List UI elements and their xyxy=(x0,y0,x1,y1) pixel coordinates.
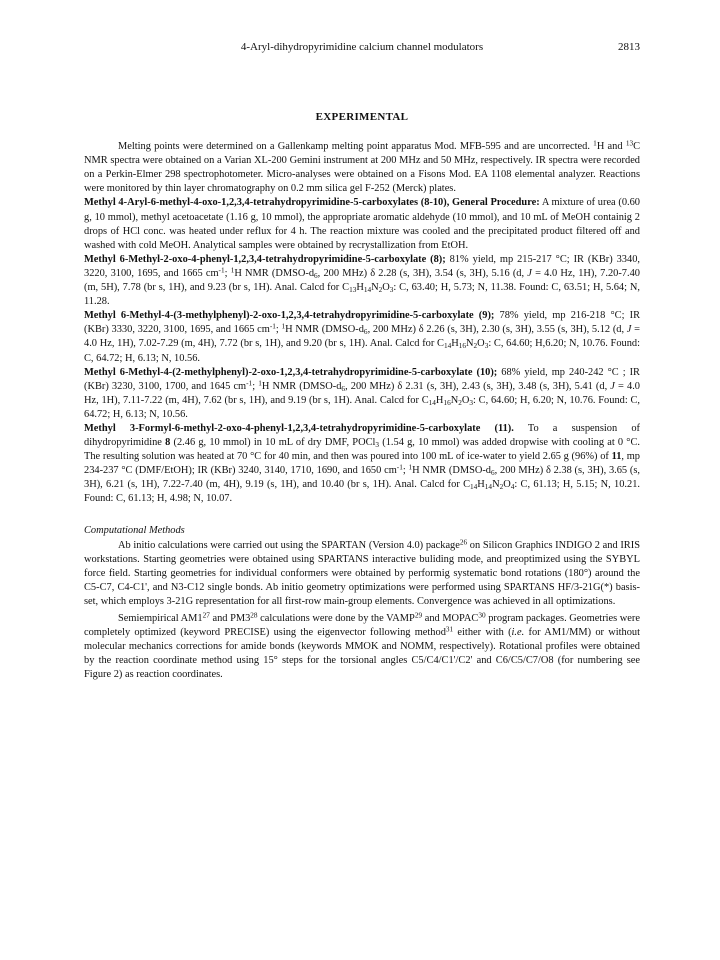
compound-10-title: Methyl 6-Methyl-4-(2-methylphenyl)-2-oxo-1,2,3,4-tetrahydropyrimidine-5-carboxylate (10); xyxy=(84,366,498,378)
intro-paragraph: Melting points were determined on a Gallenkamp melting point apparatus Mod. MFB-595 and are uncorrected. $^1$H and $^{13}$C NMR spectra were obtained on a Varian XL-200 Gemini instrument at 200 MHz and 50 MHz, respectively. IR spectra were recorded on a Perkin-Elmer 298 spectrophotometer. Micro-analyses were obtained on a Fisons Mod. EA 1108 elemental analyzer. Reactions were monitored by thin layer chromatography on 0.2 mm silica gel F-252 (Merck) plates. xyxy=(84,139,641,195)
compound-9-title: Methyl 6-Methyl-4-(3-methylphenyl)-2-oxo-1,2,3,4-tetrahydropyrimidine-5-carboxylate (9); xyxy=(84,310,495,322)
running-header xyxy=(84,40,640,56)
computational-paragraph-1: Ab initio calculations were carried out using the SPARTAN (Version 4.0) package$^{26}$ on Silicon Graphics INDIGO 2 and IRIS workstations. Starting geometries were obtained using SPARTANS interactive buliding mode, and preoptimized using the SYBYL force field. Starting geometries for individual conformers were obtained by performig systematic bond rotations (180°) around the C5-C7, C4-C1', and N3-C12 single bonds. Ab initio geometry optimizations were performed using SPARTANS HF/3-21G(*) basis-set, which employs 3-21G representation for all first-row main-group elements. Convergence was achieved in all optimizations. xyxy=(84,538,640,607)
compound-8-title: Methyl 6-Methyl-2-oxo-4-phenyl-1,2,3,4-tetrahydropyrimidine-5-carboxylate (8); xyxy=(84,253,446,265)
page xyxy=(84,40,640,683)
compound-11-paragraph: Methyl 3-Formyl-6-methyl-2-oxo-4-phenyl-1,2,3,4-tetrahydropyrimidine-5-carboxylate (11). To a suspension of dihydropyrimidine 8 (2.46 g, 10 mmol) in 10 mL of dry DMF, POCl$_3$ (1.54 g, 10 mmol) was added dropwise with cooling at 0 °C. The resulting solution was heated at 70 °C for 40 min, and then was poured into 100 mL of ice-water to yield 2.65 g (96%) of 11, mp 234-237 °C (DMF/EtOH); IR (KBr) 3240, 3140, 1710, 1690, and 1650 $cm^{-1}$; $^1$H NMR ($DMSO-d_6$, 200 MHz) δ 2.38 (s, 3H), 3.65 (s, 3H), 6.21 (s, 1H), 7.22-7.40 (m, 4H), 9.19 (s, 1H), and 10.40 (br s, 1H). Anal. Calcd for $C_{14}H_{14}N_2O_4$: C, 61.13; H, 5.15; N, 10.21. Found: C, 61.13; H, 4.98; N, 10.07. xyxy=(84,422,640,505)
general-procedure-paragraph: Methyl 4-Aryl-6-methyl-4-oxo-1,2,3,4-tetrahydropyrimidine-5-carboxylates (8-10), General Procedure: A mixture of urea (0.60 g, 10 mmol), methyl acetoacetate (1.16 g, 10 mmol), the appropriate aromatic aldehyde (10 mmol), and 10 mL of MeOH containig 2 drops of HCl conc. was heated under reflux for 4 h. The reaction mixture was cooled and the precipitated product filtered off and washed with cold MeOH. Analytical samples were obtained by recrystallization from EtOH. xyxy=(84,197,641,251)
running-title: 4-Aryl-dihydropyrimidine calcium channel modulators xyxy=(240,41,484,53)
section-title: EXPERIMENTAL xyxy=(315,111,409,123)
computational-paragraph-2: Semiempirical $AM1^{27}$ and $PM3^{28}$ calculations were done by the VAMP$^{29}$ and MOPAC$^{30}$ program packages. Geometries were completely optimized (keyword PRECISE) using the eigenvector following method$^{31}$ either with (i.e. for AM1/MM) or without molecular mechanics corrections for amide bonds (keywords MMOK and NOMM, respectively). Rotational profiles were obtained by the reaction coordinate method using 15° steps for the torsional angles C5/C4/C1'/C2' and C6/C5/C7/O8 (for numbering see Figure 2) as reaction coordinates. xyxy=(84,611,641,681)
compound-10-paragraph: Methyl 6-Methyl-4-(2-methylphenyl)-2-oxo-1,2,3,4-tetrahydropyrimidine-5-carboxylate (10); 68% yield, mp 240-242 °C ; IR (KBr) 3230, 3100, 1700, and 1645 $cm^{-1}$; $^1$H NMR ($DMSO-d_6$, 200 MHz) δ 2.31 (s, 3H), 2.43 (s, 3H), 3.48 (s, 3H), 5.41 (d, J = 4.0 Hz, 1H), 7.11-7.22 (m, 4H), 7.62 (br s, 1H), and 9.19 (br s, 1H). Anal. Calcd for $C_{14}H_{16}N_2O_3$: C, 64.60; H, 6.20; N, 10.76. Found: C, 64.72; H, 6.13; N, 10.56. xyxy=(84,366,641,420)
compound-8-paragraph: Methyl 6-Methyl-2-oxo-4-phenyl-1,2,3,4-tetrahydropyrimidine-5-carboxylate (8); 81% yield, mp 215-217 °C; IR (KBr) 3340, 3220, 3100, 1695, and 1665 $cm^{-1}$; $^1$H NMR ($DMSO-d_6$, 200 MHz) δ 2.28 (s, 3H), 3.54 (s, 3H), 5.16 (d, J = 4.0 Hz, 1H), 7.20-7.40 (m, 5H), 7.78 (br s, 1H), and 9.23 (br s, 1H). Anal. Calcd for $C_{13}H_{14}N_2O_3$: C, 63.40; H, 5.73; N, 11.38. Found: C, 63.51; H, 5.64; N, 11.28. xyxy=(84,253,640,308)
compound-11-title: Methyl 3-Formyl-6-methyl-2-oxo-4-phenyl-1,2,3,4-tetrahydropyrimidine-5-carboxylate (11). xyxy=(84,422,514,434)
general-procedure-title: Methyl 4-Aryl-6-methyl-4-oxo-1,2,3,4-tetrahydropyrimidine-5-carboxylates (8-10), General Procedure: xyxy=(84,197,540,209)
page-number: 2813 xyxy=(618,41,640,53)
computational-methods-heading: Computational Methods xyxy=(84,524,185,536)
compound-9-paragraph: Methyl 6-Methyl-4-(3-methylphenyl)-2-oxo-1,2,3,4-tetrahydropyrimidine-5-carboxylate (9); 78% yield, mp 216-218 °C; IR (KBr) 3330, 3220, 3100, 1695, and 1665 $cm^{-1}$; $^1$H NMR ($DMSO-d_6$, 200 MHz) δ 2.26 (s, 3H), 2.30 (s, 3H), 3.55 (s, 3H), 5.12 (d, J = 4.0 Hz, 1H), 7.02-7.29 (m, 4H), 7.72 (br s, 1H), and 9.20 (br s, 1H). Anal. Calcd for $C_{14}H_{16}N_2O_3$: C, 64.60; H,6.20; N, 10.76. Found: C, 64.72; H, 6.13; N, 10.56. xyxy=(84,310,641,364)
